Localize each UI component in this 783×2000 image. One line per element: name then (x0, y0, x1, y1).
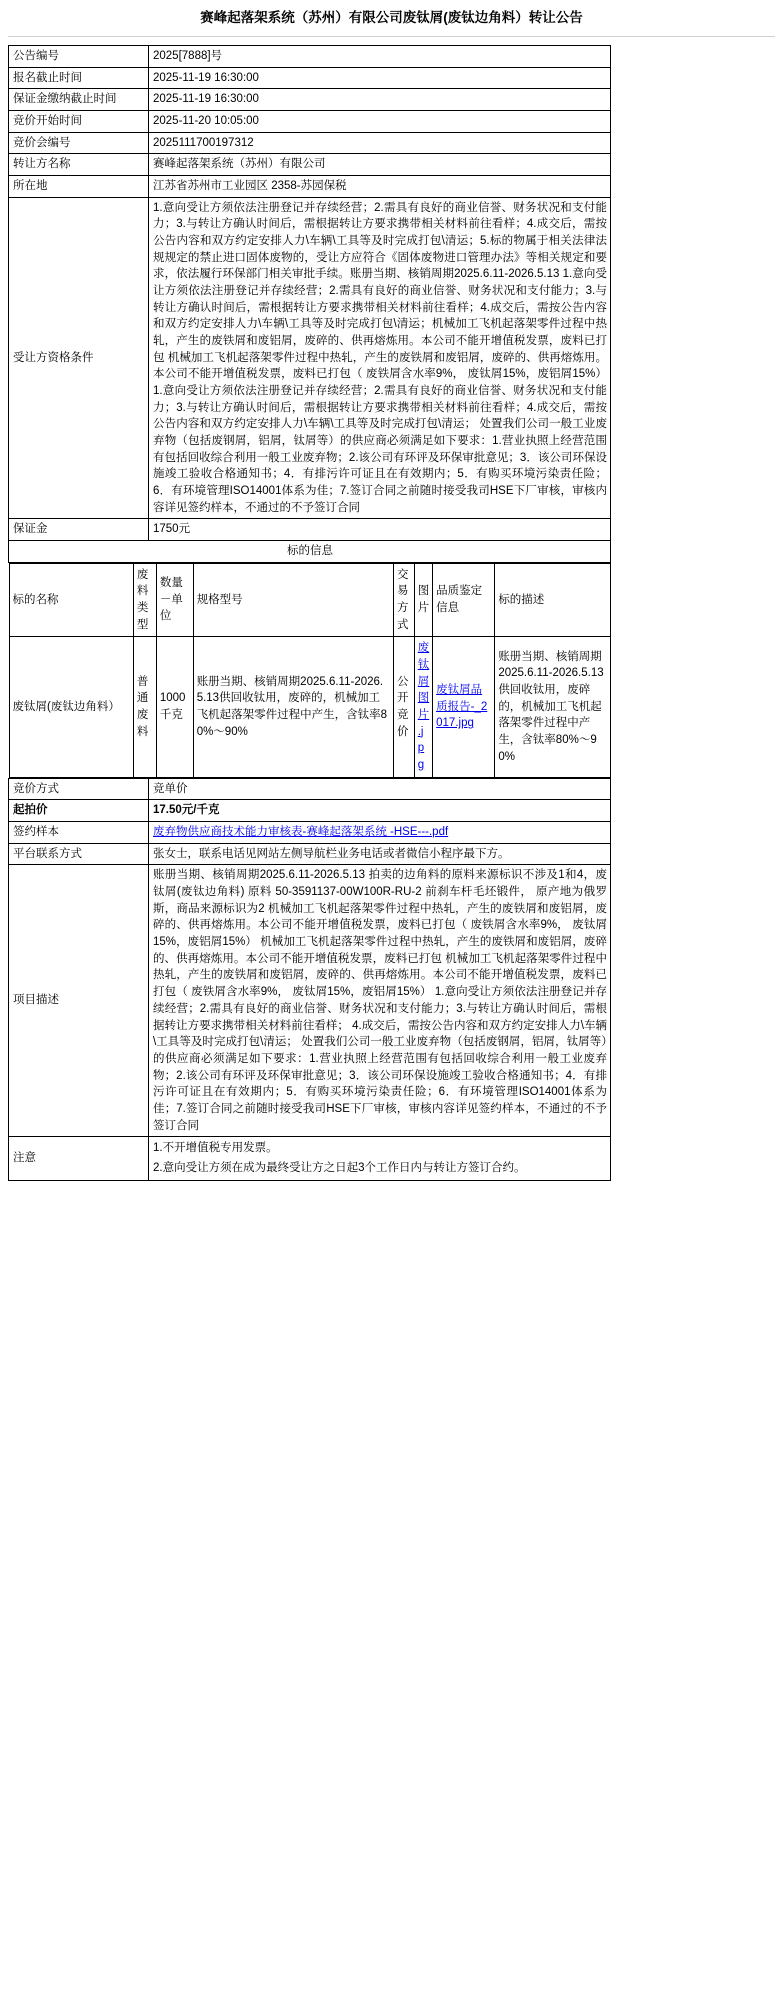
goods-section-heading: 标的信息 (9, 541, 611, 563)
row-value-qualification: 1.意向受让方须依法注册登记并存续经营；2.需具有良好的商业信誉、财务状况和支付能力；3.与转让方确认时间后，需根据转让方要求携带相关材料前往看样；4.成交后，需按公告内容和双方约定安排人力\车辆\工具等及时完成打包\清运；5.标的物属于相关法律法规规定的禁止进口固体废物的，受让方应符合《固体废物进口管理办法》等相关规定和要求，依法履行环保部门相关审批手续。账册当期、核销周期2025.6.11-2026.5.13 1.意向受让方须依法注册登记并存续经营；2.需具有良好的商业信誉、财务状况和支付能力；3.与转让方确认时间后，需根据转让方要求携带相关材料前往看样；4.成交后，需按公告内容和双方约定安排人力\车辆\工具等及时完成打包\清运；机械加工飞机起落架零件过程中热轧，产生的废铁屑和废铝屑，废碎的、供再熔炼用。本公司不能开增值税发票，废料已打包 机械加工飞机起落架零件过程中热轧，产生的废铁屑和废铝屑，废碎的、供再熔炼用。本公司不能开增值税发票，废料已打包（ 废铁屑含水率9%， 废钛屑15%，废铝屑15%） 1.意向受让方须依法注册登记并存续经营；2.需具有良好的商业信誉、财务状况和支付能力；3.与转让方确认时间后，需根据转让方要求携带相关材料前往看样；4.成交后，需按公告内容和双方约定安排人力\车辆\工具等及时完成打包\清运； 处置我们公司一般工业废弃物（包括废钢屑，铝屑，钛屑等）的供应商必须满足如下要求：1.营业执照上经营范围有包括回收综合利用一般工业废弃物；2.该公司有环评及环保审批意见；3．该公司环保设施竣工验收合格通知书；4．有排污许可证且在有效期内；5．有购买环境污染责任险；6．有环境管理ISO14001体系为佳；7.签订合同之前随时接受我司HSE下厂审核，审核内容详见签约样本，不通过的不予签订合同 (149, 197, 611, 519)
col-header-trade-mode: 交易方式 (394, 563, 415, 637)
goods-quality-report-link[interactable]: 废钛屑品质报告-_2017.jpg (436, 684, 488, 730)
row-value-location: 江苏省苏州市工业园区 2358-苏园保税 (149, 175, 611, 197)
cell-goods-picture[interactable] (414, 637, 432, 777)
row-label-project-description: 项目描述 (9, 865, 149, 1137)
goods-table-row (9, 637, 610, 777)
table-row (9, 110, 611, 132)
col-header-waste-type: 废料类型 (133, 563, 156, 637)
row-label-notice: 注意 (9, 1137, 149, 1181)
table-row-qualification (9, 197, 611, 519)
cell-goods-spec: 账册当期、核销周期2025.6.11-2026.5.13供回收钛用，废碎的，机械加工飞机起落架零件过程中产生，含钛率80%～90% (193, 637, 393, 777)
table-row-goods-heading (9, 541, 611, 563)
title-divider (8, 36, 775, 37)
row-value-project-description: 账册当期、核销周期2025.6.11-2026.5.13 拍卖的边角料的原料来源标识不涉及1和4，废钛屑(废钛边角料) 原料 50-3591137-00W100R-RU-2 前刹车杆毛坯锻件， 原产地为俄罗斯，商品来源标识为2 机械加工飞机起落架零件过程中热轧，产生的废铁屑和废铝屑，废碎的、供再熔炼用。本公司不能开增值税发票，废料已打包（ 废铁屑含水率9%， 废钛屑15%，废铝屑15%） 机械加工飞机起落架零件过程中热轧，产生的废铁屑和废铝屑，废碎的、供再熔炼用。本公司不能开增值税发票，废料已打包 机械加工飞机起落架零件过程中热轧，产生的废铁屑和废铝屑，废碎的、供再熔炼用。本公司不能开增值税发票，废料已打包（ 废铁屑含水率9%， 废钛屑15%，废铝屑15%） 1.意向受让方须依法注册登记并存续经营；2.需具有良好的商业信誉、财务状况和支付能力；3.与转让方确认时间后，需根据转让方要求携带相关材料前往看样； 4.成交后，需按公告内容和双方约定安排人力\车辆\工具等及时完成打包\清运； 处置我们公司一般工业废弃物（包括废钢屑，铝屑，钛屑等）的供应商必须满足如下要求：1.营业执照上经营范围有包括回收综合利用一般工业废弃物；2.该公司有环评及环保审批意见；3．该公司环保设施竣工验收合格通知书；4．有排污许可证且在有效期内；5．有购买环境污染责任险；6．有环境管理ISO14001体系为佳；7.签订合同之前随时接受我司HSE下厂审核，审核内容详见签约样本，不通过的不予签订合同 (149, 865, 611, 1137)
table-row (9, 67, 611, 89)
table-row-transferor (9, 154, 611, 176)
contract-sample-link[interactable]: 废弃物供应商技术能力审核表-赛峰起落架系统 -HSE---.pdf (153, 826, 449, 839)
table-row-bid-method (9, 778, 611, 800)
row-label-signup-deadline: 报名截止时间 (9, 67, 149, 89)
cell-goods-qty-unit: 1000千克 (156, 637, 193, 777)
cell-goods-description: 账册当期、核销周期2025.6.11-2026.5.13供回收钛用，废碎的，机械加工飞机起落架零件过程中产生，含钛率80%～90% (495, 637, 610, 777)
row-label-contract-sample: 签约样本 (9, 822, 149, 844)
row-label-announcement-no: 公告编号 (9, 45, 149, 67)
table-row-start-price (9, 800, 611, 822)
col-header-spec: 规格型号 (193, 563, 393, 637)
row-label-start-price: 起拍价 (9, 800, 149, 822)
row-value-deposit-deadline: 2025-11-19 16:30:00 (149, 89, 611, 111)
goods-picture-link[interactable]: 废钛屑图片.jpg (417, 642, 430, 772)
page-bottom-spacer (0, 1181, 783, 1601)
cell-goods-waste-type: 普通废料 (133, 637, 156, 777)
row-label-bid-method: 竞价方式 (9, 778, 149, 800)
row-value-platform-contact: 张女士，联系电话见网站左侧导航栏业务电话或者微信小程序最下方。 (149, 843, 611, 865)
row-value-bid-method: 竞单价 (149, 778, 611, 800)
table-row-project-description (9, 865, 611, 1137)
goods-table-header-row (9, 563, 610, 637)
table-row-deposit (9, 519, 611, 541)
row-value-signup-deadline: 2025-11-19 16:30:00 (149, 67, 611, 89)
col-header-qty-unit: 数量－单位 (156, 563, 193, 637)
row-label-transferor: 转让方名称 (9, 154, 149, 176)
row-label-location: 所在地 (9, 175, 149, 197)
row-value-start-price: 17.50元/千克 (149, 800, 611, 822)
row-value-bid-start-time: 2025-11-20 10:05:00 (149, 110, 611, 132)
row-value-auction-no: 2025111700197312 (149, 132, 611, 154)
notice-line-2: 2.意向受让方须在成为最终受让方之日起3个工作日内与转让方签订合约。 (153, 1161, 526, 1174)
table-row-contract-sample (9, 822, 611, 844)
page-title: 赛峰起落架系统（苏州）有限公司废钛屑(废钛边角料）转让公告 (200, 10, 583, 25)
row-value-transferor: 赛峰起落架系统（苏州）有限公司 (149, 154, 611, 176)
announcement-table (8, 45, 611, 1181)
cell-goods-quality[interactable] (433, 637, 495, 777)
row-value-deposit: 1750元 (149, 519, 611, 541)
notice-line-1: 1.不开增值税专用发票。 (153, 1142, 278, 1155)
row-label-deposit-deadline: 保证金缴纳截止时间 (9, 89, 149, 111)
table-row-location (9, 175, 611, 197)
table-row (9, 45, 611, 67)
col-header-description: 标的描述 (495, 563, 610, 637)
row-value-announcement-no: 2025[7888]号 (149, 45, 611, 67)
table-row-notice (9, 1137, 611, 1181)
table-row (9, 132, 611, 154)
goods-table (9, 563, 611, 778)
row-label-qualification: 受让方资格条件 (9, 197, 149, 519)
col-header-picture: 图片 (414, 563, 432, 637)
row-value-notice (149, 1137, 611, 1181)
col-header-name: 标的名称 (9, 563, 133, 637)
row-label-deposit: 保证金 (9, 519, 149, 541)
row-label-platform-contact: 平台联系方式 (9, 843, 149, 865)
row-value-contract-sample[interactable] (149, 822, 611, 844)
row-label-auction-no: 竞价会编号 (9, 132, 149, 154)
table-row (9, 89, 611, 111)
row-label-bid-start-time: 竞价开始时间 (9, 110, 149, 132)
table-row-goods-table (9, 562, 611, 778)
col-header-quality: 品质鉴定信息 (433, 563, 495, 637)
cell-goods-name: 废钛屑(废钛边角料） (9, 637, 133, 777)
table-row-platform-contact (9, 843, 611, 865)
cell-goods-trade-mode: 公开竞价 (394, 637, 415, 777)
